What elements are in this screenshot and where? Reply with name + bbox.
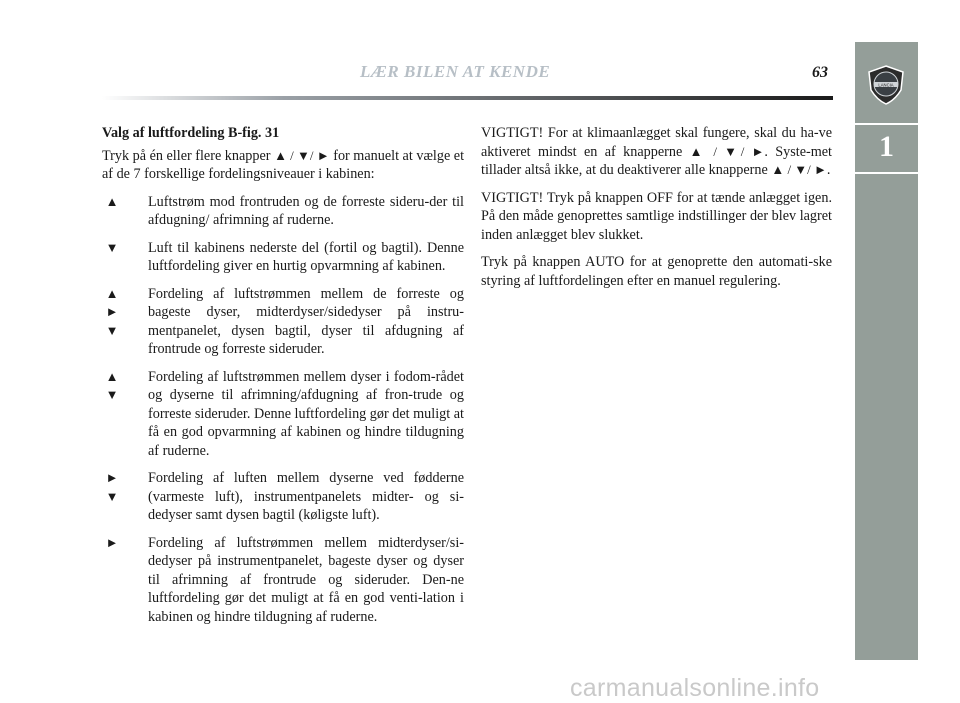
distribution-list	[102, 193, 464, 627]
auto-paragraph: Tryk på knappen AUTO for at genoprette den automati-ske styring af luftfordelingen efter en manuel regulering.	[481, 254, 832, 289]
left-column	[102, 124, 464, 635]
right-column	[481, 124, 832, 299]
distribution-item-text: Fordeling af luftstrømmen mellem de forreste og bageste dyser, midterdyser/sidedyser på instru-mentpanelet, dysen bagtil, dyser til afdugning af frontrude og forreste sideruder.	[148, 285, 464, 357]
arrow-up-icon: ▲	[105, 285, 119, 301]
arrow-right-icon: ►	[105, 534, 119, 550]
button-symbols: ▲ / ▼/ ►	[689, 143, 765, 159]
arrow-up-icon: ▲	[105, 368, 119, 384]
direction-symbols	[102, 239, 122, 258]
tab-divider-bottom	[855, 172, 918, 174]
arrow-up-icon: ▲	[105, 193, 119, 209]
direction-symbols	[102, 285, 122, 341]
page-number: 63	[812, 64, 828, 81]
distribution-item	[102, 469, 464, 525]
distribution-item-text: Fordeling af luftstrømmen mellem dyser i fodom-rådet og dyserne til afrimning/afdugning af fron-trude og forreste sideruder. Denne luftfordeling gør det muligt at få en god opvarmning af kabinen og hindre tildugning af ruderne.	[148, 368, 464, 459]
direction-symbols	[102, 193, 122, 212]
arrow-down-icon: ▼	[105, 322, 119, 338]
direction-symbols	[102, 469, 122, 506]
important-paragraph-1	[481, 124, 832, 180]
watermark: carmanualsonline.info	[570, 674, 820, 702]
direction-symbols	[102, 368, 122, 405]
important-1-text-b: . Syste-met tillader altså ikke, at du deaktiverer alle knapperne	[481, 143, 832, 178]
section-heading: Valg af luftfordeling B-fig. 31	[102, 125, 280, 141]
distribution-item-text: Luftstrøm mod frontruden og de forreste sideru-der til afdugning/ afrimning af ruderne.	[148, 193, 464, 228]
distribution-item	[102, 534, 464, 627]
important-1-text-a: VIGTIGT! For at klimaanlægget skal fungere, skal du ha-ve aktiveret mindst en af knapperne	[481, 125, 832, 160]
logo-text: LANCIA	[878, 82, 894, 88]
intro-paragraph	[102, 147, 464, 184]
tab-divider-top	[855, 123, 918, 125]
important-1-text-c: .	[826, 162, 831, 178]
distribution-item	[102, 285, 464, 359]
distribution-item-text: Luft til kabinens nederste del (fortil og bagtil). Denne luftfordeling giver en hurtig opvarmning af kabinen.	[148, 239, 464, 274]
distribution-item	[102, 193, 464, 230]
button-symbols: ▲ / ▼/ ►	[274, 147, 330, 163]
distribution-item-text: Fordeling af luften mellem dyserne ved fødderne (varmeste luft), instrumentpanelets midter- og si-dedyser samt dysen bagtil (køligste luft).	[148, 470, 464, 523]
arrow-right-icon: ►	[105, 304, 119, 319]
arrow-down-icon: ▼	[105, 239, 119, 255]
arrow-down-icon: ▼	[105, 387, 119, 402]
header-rule	[102, 96, 833, 100]
arrow-down-icon: ▼	[105, 488, 119, 504]
distribution-item	[102, 239, 464, 276]
button-symbols: ▲ / ▼/ ►	[771, 162, 827, 177]
important-paragraph-2: VIGTIGT! Tryk på knappen OFF for at tænde anlægget igen. På den måde genoprettes samtlige indstillinger der blev lagret inden anlægget blev slukket.	[481, 189, 832, 243]
direction-symbols	[102, 534, 122, 553]
distribution-item-text: Fordeling af luftstrømmen mellem midterdyser/si-dedyser på instrumentpanelet, bageste dyser og dyser til afrimning af frontrude og sideruder. Den-ne luftfordeling gør det muligt at få en god venti-lation i kabinen og hindre tildugning af ruderne.	[148, 534, 464, 625]
intro-text-a: Tryk på én eller flere knapper	[102, 147, 271, 164]
arrow-right-icon: ►	[105, 470, 119, 485]
section-title: LÆR BILEN AT KENDE	[360, 62, 551, 81]
lancia-logo-icon	[865, 64, 907, 106]
distribution-item	[102, 368, 464, 461]
chapter-number: 1	[879, 130, 894, 163]
intro-text-b: for manuelt at vælge et af de 7 forskellige fordelingsniveauer i kabinen:	[102, 147, 465, 182]
